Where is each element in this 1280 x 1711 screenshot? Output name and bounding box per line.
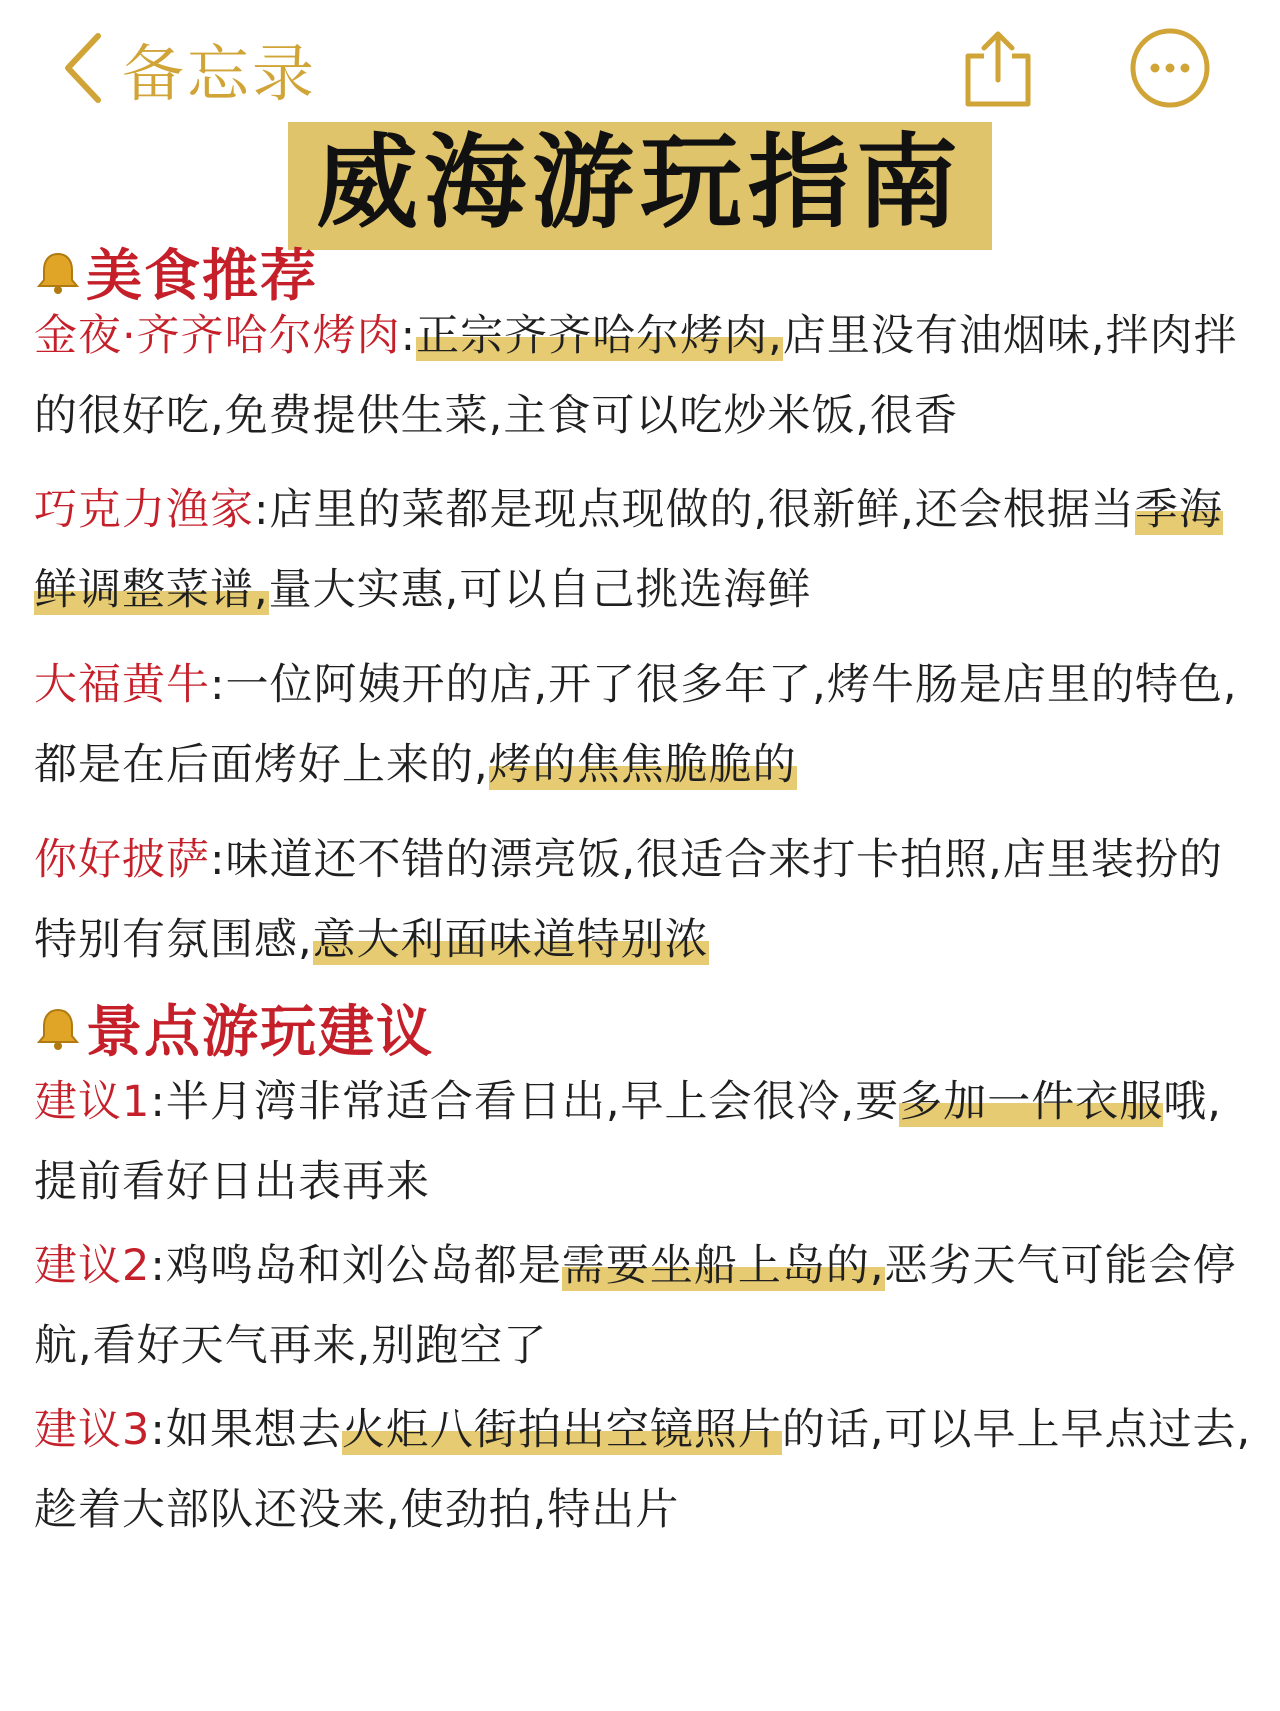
section-heading-label: 美食推荐 <box>86 244 318 309</box>
back-label: 备忘录 <box>122 36 318 110</box>
highlight-text: 正宗齐齐哈尔烤肉, <box>416 311 783 361</box>
highlight-text: 季海鲜调整菜谱, <box>34 485 1223 615</box>
list-item <box>34 296 1254 456</box>
highlight-text: 意大利面味道特别浓 <box>312 915 709 965</box>
separator: : <box>400 311 417 361</box>
share-icon <box>960 26 1036 110</box>
title-area <box>0 122 1280 250</box>
list-item <box>34 1390 1254 1550</box>
bell-icon <box>34 248 82 296</box>
highlight-text: 火炬八街拍出空镜照片 <box>341 1405 782 1455</box>
item-text: 鸡鸣岛和刘公岛都是 <box>165 1241 562 1291</box>
item-text: 哦,提前看好日出表再来 <box>34 1077 1222 1207</box>
item-text: 一位阿姨开的店,开了很多年了,烤牛肠是店里的特色,都是在后面烤好上来的, <box>34 660 1238 790</box>
more-icon <box>1128 26 1212 110</box>
item-text: 味道还不错的漂亮饭,很适合来打卡拍照,店里装扮的特别有氛围感, <box>34 835 1223 965</box>
item-text: 恶劣天气可能会停航,看好天气再来,别跑空了 <box>34 1241 1237 1371</box>
more-button[interactable] <box>1128 26 1212 110</box>
bell-icon <box>34 1004 82 1052</box>
tip-name: 建议2 <box>34 1241 151 1291</box>
item-text: 店里的菜都是现点现做的,很新鲜,还会根据当 <box>269 485 1135 535</box>
page-title: 威海游玩指南 <box>288 122 992 250</box>
restaurant-name: 大福黄牛 <box>34 660 210 710</box>
tip-name: 建议1 <box>34 1077 151 1127</box>
highlight-text: 烤的焦焦脆脆的 <box>488 740 797 790</box>
chevron-left-icon <box>60 30 110 106</box>
back-button[interactable] <box>60 28 317 108</box>
item-text: 店里没有油烟味,拌肉拌的很好吃,免费提供生菜,主食可以吃炒米饭,很香 <box>34 311 1238 441</box>
restaurant-name: 巧克力渔家 <box>34 485 254 535</box>
share-button[interactable] <box>960 26 1036 110</box>
separator: : <box>254 485 270 535</box>
list-item <box>34 470 1254 630</box>
list-item <box>34 645 1254 805</box>
separator: : <box>210 660 226 710</box>
separator: : <box>150 1405 166 1455</box>
restaurant-name: 金夜·齐齐哈尔烤肉 <box>34 311 401 361</box>
highlight-text: 多加一件衣服 <box>899 1077 1164 1127</box>
list-item <box>34 820 1254 980</box>
highlight-text: 需要坐船上岛的, <box>561 1241 885 1291</box>
list-item <box>34 1062 1254 1222</box>
section-heading-label: 景点游玩建议 <box>86 1000 434 1065</box>
item-text: 半月湾非常适合看日出,早上会很冷,要 <box>165 1077 900 1127</box>
item-text: 的话,可以早上早点过去,趁着大部队还没来,使劲拍,特出片 <box>34 1405 1252 1535</box>
separator: : <box>150 1241 166 1291</box>
separator: : <box>150 1077 166 1127</box>
separator: : <box>210 835 226 885</box>
tip-name: 建议3 <box>34 1405 151 1455</box>
restaurant-name: 你好披萨 <box>34 835 210 885</box>
item-text: 量大实惠,可以自己挑选海鲜 <box>268 565 812 615</box>
item-text: 如果想去 <box>165 1405 342 1455</box>
navbar <box>0 0 1280 130</box>
section-heading-sights <box>34 988 434 1068</box>
list-item <box>34 1226 1254 1386</box>
